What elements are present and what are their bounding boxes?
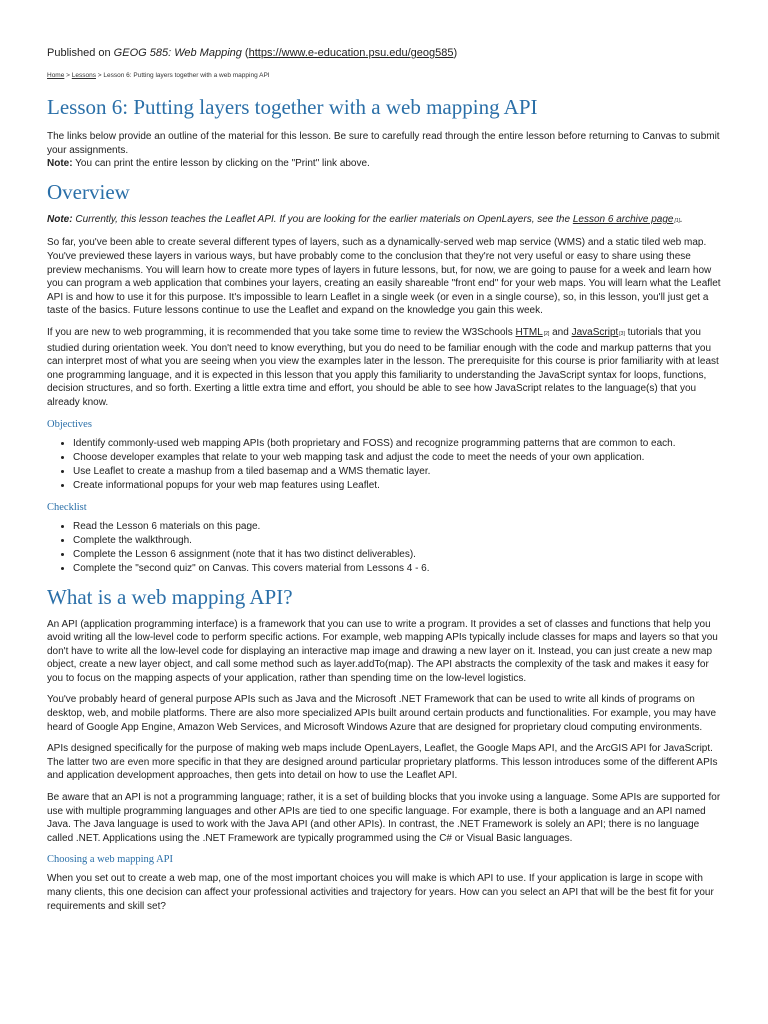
intro-note-label: Note: <box>47 158 73 170</box>
overview-p2-and: and <box>549 326 572 338</box>
list-item: • Use Leaflet to create a mashup from a tiled basemap and a WMS thematic layer. <box>73 465 721 479</box>
published-line: Published on GEOG 585: Web Mapping (https://www.e-education.psu.edu/geog585) <box>47 47 458 59</box>
list-item: • Choose developer examples that relate to your web mapping task and adjust the code to meet the needs of your own application. <box>73 451 721 465</box>
intro-note <box>47 157 721 171</box>
javascript-tutorial-link[interactable]: JavaScript <box>571 326 619 338</box>
site-name: GEOG 585: Web Mapping <box>113 47 242 59</box>
breadcrumb-separator: > <box>95 72 104 79</box>
overview-p2-rest: tutorials that you studied during orientation week. You don't need to know everything, but you do need to be familiar enough with the code and markup patterns that you can interpret most of what you are seeing when you view the examples later in the lesson. The prerequisite for this course is prior familiarity with at least one programming language, and it is expected in this lesson that you apply this familiarity to understanding the JavaScript syntax for loops, functions, decision structures, and so forth. Exerting a little extra time and effort, you should be able to see how JavaScript relates to the language(s) that you already know. <box>47 326 719 408</box>
breadcrumb-separator: > <box>64 72 72 79</box>
checklist-list <box>47 520 721 576</box>
overview-p2-start: If you are new to web programming, it is recommended that you take some time to review the W3Schools <box>47 326 516 338</box>
overview-paragraph-1: So far, you've been able to create several different types of layers, such as a dynamically-served web map service (WMS) and a static tiled web map. You've previewed these layers in various ways, but have probably come to the conclusion that they're not very useful or easy to share using these preview mechanisms. You will learn how to create more types of layers in future lessons, but, for now, we are going to pause for a week and learn how you can program a web application that combines your layers, creating an easily shareable "front end" for your web maps. You will learn what the Leaflet API is and how to use it for this purpose. It's impossible to learn Leaflet in a single week (or even in a single course), so, in this lesson, you'll just get a taste of the basics. Future lessons continue to use the Leaflet and expand on the knowledge you gain this week. <box>47 237 721 317</box>
ref-marker: [3] <box>619 330 625 337</box>
intro-note-text: You can print the entire lesson by clicking on the "Print" link above. <box>72 158 370 170</box>
list-item: • Create informational popups for your web map features using Leaflet. <box>73 479 721 493</box>
what-is-paragraph-2: You've probably heard of general purpose APIs such as Java and the Microsoft .NET Framework that can be used to write all kinds of programs on desktop, web, and mobile platforms. There are also more specialized APIs built around certain products and functionalities. For example, you may have heard of Google App Engine, Amazon Web Services, and Microsoft Windows Azure that are designed for proprietary cloud computing environments. <box>47 694 717 733</box>
objectives-list <box>47 437 721 493</box>
what-is-paragraph-3: APIs designed specifically for the purpose of making web maps include OpenLayers, Leaflet, the Google Maps API, and the ArcGIS API for JavaScript. The latter two are even more specific in that they are designed around particular proprietary platforms. This lesson introduces some of the different APIs and application development approaches, then gets into detail on how to use the Leaflet API. <box>47 743 718 782</box>
overview-note-label: Note: <box>47 213 73 225</box>
checklist-heading: Checklist <box>47 501 87 513</box>
overview-paragraph-2 <box>47 326 721 410</box>
list-item: • Identify commonly-used web mapping APIs (both proprietary and FOSS) and recognize programming patterns that are common to each. <box>73 437 721 451</box>
intro-paragraph: The links below provide an outline of the material for this lesson. Be sure to carefully read through the entire lesson before returning to Canvas to submit your assignments. <box>47 131 720 156</box>
html-tutorial-link[interactable]: HTML <box>515 326 543 338</box>
ref-marker: [2] <box>543 330 550 337</box>
ref-marker: [1] <box>674 217 681 224</box>
list-item: • Complete the "second quiz" on Canvas. This covers material from Lessons 4 - 6. <box>73 562 721 576</box>
list-item: • Complete the Lesson 6 assignment (note that it has two distinct deliverables). <box>73 548 721 562</box>
choosing-paragraph-1: When you set out to create a web map, one of the most important choices you will make is which API to use. If your application is large in scope with many clients, this one decision can affect your professional activities and trajectory for years. How can you select an API that will be the best fit for your requirements and skill set? <box>47 873 714 912</box>
page-title: Lesson 6: Putting layers together with a web mapping API <box>47 95 538 119</box>
lesson6-archive-link[interactable]: Lesson 6 archive page <box>572 213 674 225</box>
choosing-api-heading: Choosing a web mapping API <box>47 854 173 866</box>
overview-note <box>47 213 721 229</box>
overview-heading: Overview <box>47 179 130 204</box>
breadcrumb-home-link[interactable]: Home <box>47 72 65 79</box>
objectives-heading: Objectives <box>47 418 92 430</box>
list-item: • Complete the walkthrough. <box>73 534 721 548</box>
what-is-api-heading: What is a web mapping API? <box>47 584 293 609</box>
breadcrumb <box>47 72 721 80</box>
published-prefix: Published on <box>47 47 111 59</box>
breadcrumb-lessons-link[interactable]: Lessons <box>71 72 96 79</box>
list-item: • Read the Lesson 6 materials on this page. <box>73 520 721 534</box>
what-is-paragraph-4: Be aware that an API is not a programming language; rather, it is a set of building blocks that you invoke using a language. Some APIs are supported for use with multiple programming languages and other APIs are tied to one specific language. For example, there is both a language and an API named Java. The Java language is used to work with the Java API (and other APIs). In contrast, the .NET Framework is solely an API; there is no language called .NET. Applications using the .NET Framework are typically programmed using the C# or Visual Basic languages. <box>47 792 721 844</box>
overview-note-text: Currently, this lesson teaches the Leaflet API. If you are looking for the earlier materials on OpenLayers, see the <box>72 213 573 225</box>
site-url-link[interactable]: https://www.e-education.psu.edu/geog585 <box>248 47 454 59</box>
breadcrumb-current: Lesson 6: Putting layers together with a web mapping API <box>103 72 270 79</box>
what-is-paragraph-1: An API (application programming interface) is a framework that you can use to write a program. It provides a set of classes and functions that help you avoid writing all the low-level code to perform specific actions. For example, web mapping APIs typically include classes for maps and layers so that you don't have to write all the low-level code for displaying an interactive map image and drawing a new layer on it. Instead, you can just create a new map object, create a new layer object, and call some method such as layer.addTo(map). The API abstracts the complexity of the task and makes it easy for you to focus on the mapping aspects of your application, rather than spending time on the low-level logistics. <box>47 618 718 684</box>
overview-note-end: . <box>680 213 683 225</box>
